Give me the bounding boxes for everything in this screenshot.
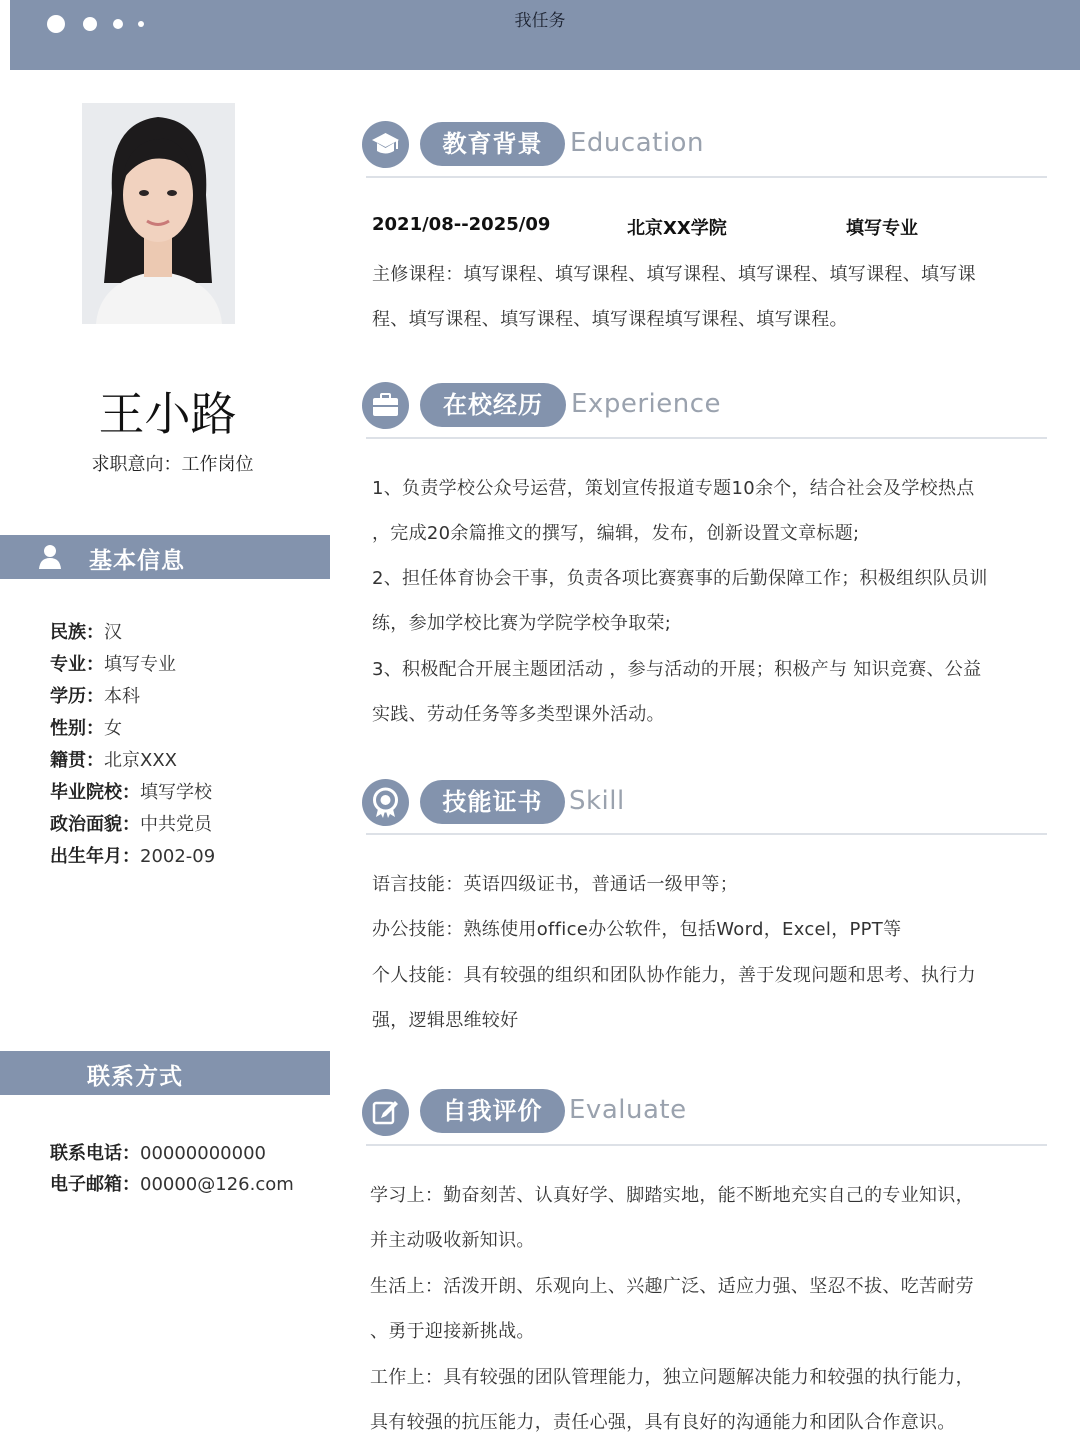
education-title-en: Education [570,128,704,158]
experience-line: 实践、劳动任务等多类型课外活动。 [372,704,665,725]
evaluate-title: 自我评价 [420,1089,565,1133]
skill-line: 强，逻辑思维较好 [372,1010,519,1031]
candidate-name: 王小路 [98,387,237,441]
skill-line: 办公技能：熟练使用office办公软件，包括Word，Excel，PPT等 [372,919,902,940]
info-row-school: 毕业院校：填写学校 [50,782,212,803]
info-row-birth: 出生年月：2002-09 [50,846,216,867]
skill-divider [366,833,1047,835]
info-row-degree: 学历：本科 [50,686,140,707]
experience-divider [366,437,1047,439]
contact-header [0,1051,330,1095]
experience-title: 在校经历 [420,383,566,427]
evaluate-line: 工作上：具有较强的团队管理能力，独立问题解决能力和较强的执行能力， [370,1367,974,1388]
info-row-ethnicity: 民族：汉 [50,622,122,643]
info-row-gender: 性别：女 [50,718,122,739]
skill-icon-badge [362,779,409,826]
skill-title: 技能证书 [420,780,565,824]
education-icon-badge [362,121,409,168]
evaluate-line: 学习上：勤奋刻苦、认真好学、脚踏实地，能不断地充实自己的专业知识， [370,1185,974,1206]
job-intent-label: 求职意向： [91,454,182,475]
graduation-cap-icon [362,121,409,168]
experience-line: 3、积极配合开展主题团活动 ，参与活动的开展；积极产与 知识竞赛、公益 [372,659,982,680]
evaluate-line: 生活上：活泼开朗、乐观向上、兴趣广泛、适应力强、坚忍不拔、吃苦耐劳 [370,1276,974,1297]
job-intent-value: 工作岗位 [181,454,254,475]
experience-line: 2、担任体育协会干事，负责各项比赛赛事的后勤保障工作；积极组织队员训 [372,568,988,589]
experience-line: 练，参加学校比赛为学院学校争取荣; [372,613,672,634]
skill-line: 个人技能：具有较强的组织和团队协作能力，善于发现问题和思考、执行力 [372,965,976,986]
experience-title-en: Experience [571,389,721,419]
evaluate-line: 具有较强的抗压能力，责任心强，具有良好的沟通能力和团队合作意识。 [370,1412,956,1433]
contact-row-phone: 联系电话：00000000000 [50,1143,266,1164]
skill-line: 语言技能：英语四级证书，普通话一级甲等； [372,874,738,895]
education-period: 2021/08--2025/09 [372,214,551,235]
evaluate-title-en: Evaluate [569,1095,687,1125]
education-line: 主修课程：填写课程、填写课程、填写课程、填写课程、填写课程、填写课 [372,264,976,285]
contact-title: 联系方式 [87,1064,183,1090]
info-row-hometown: 籍贯：北京XXX [50,750,177,771]
education-major: 填写专业 [846,218,918,239]
contact-row-email: 电子邮箱：00000@126.com [50,1174,294,1195]
education-title: 教育背景 [420,122,565,166]
info-row-major: 专业：填写专业 [50,654,176,675]
award-badge-icon [362,779,409,826]
info-row-political-status: 政治面貌：中共党员 [50,814,212,835]
briefcase-icon [362,382,409,429]
education-school: 北京XX学院 [627,218,727,239]
skill-title-en: Skill [569,786,625,816]
experience-line: ，完成20余篇推文的撰写，编辑，发布，创新设置文章标题; [372,523,860,544]
education-line: 程、填写课程、填写课程、填写课程填写课程、填写课程。 [372,309,848,330]
evaluate-line: 并主动吸收新知识。 [370,1230,535,1251]
profile-photo [82,103,235,324]
evaluate-divider [366,1144,1047,1146]
evaluate-line: 、勇于迎接新挑战。 [370,1321,535,1342]
basic-info-title: 基本信息 [89,548,185,574]
job-intent [0,450,345,476]
experience-line: 1、负责学校公众号运营，策划宣传报道专题10余个，结合社会及学校热点 [372,478,975,499]
evaluate-icon-badge [362,1089,409,1136]
basic-info-header [0,535,330,579]
education-divider [366,176,1047,178]
experience-icon-badge [362,382,409,429]
user-icon [38,543,62,571]
topbar-title: 我任务 [514,11,566,31]
edit-pen-icon [362,1089,409,1136]
